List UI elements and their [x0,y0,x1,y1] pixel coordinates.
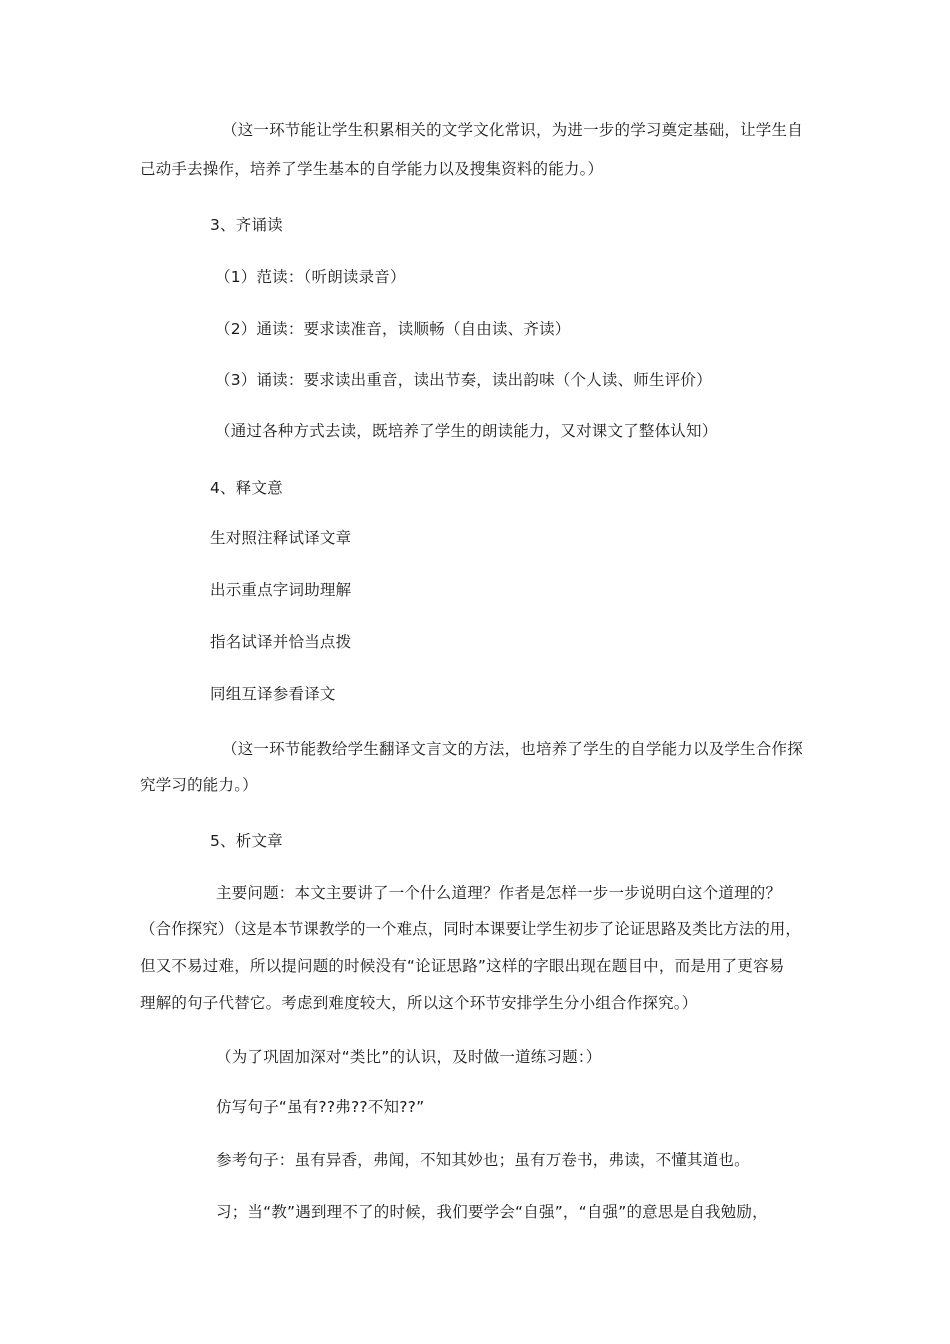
list-item: （3）诵读：要求读出重音，读出节奏，读出韵味（个人读、师生评价） [215,371,712,389]
list-item: （2）通读：要求读准音，读顺畅（自由读、齐读） [215,320,571,338]
practice-intro: （为了巩固加深对“类比”的认识，及时做一道练习题：） [216,1048,602,1066]
list-item: 指名试译并恰当点拨 [210,633,352,651]
note-line: （通过各种方式去读，既培养了学生的朗读能力，又对课文了整体认知） [215,422,718,440]
note-line: 己动手去操作，培养了学生基本的自学能力以及搜集资料的能力。） [140,160,604,178]
note-line: （这一环节能让学生积累相关的文学文化常识，为进一步的学习奠定基础，让学生自 [222,121,803,139]
note-line: （这一环节能教给学生翻译文言文的方法，也培养了学生的自学能力以及学生合作探 [222,740,803,758]
section-heading: 5、析文章 [210,832,283,850]
paragraph-line: 理解的句子代替它。考虑到难度较大，所以这个环节安排学生分小组合作探究。） [140,994,698,1012]
paragraph-line: （合作探究）（这是本节课教学的一个难点，同时本课要让学生初步了论证思路及类比方法的用， [140,920,801,938]
list-item: 出示重点字词助理解 [210,581,352,599]
list-item: 生对照注释试译文章 [210,529,352,547]
paragraph-line: 习；当“教”遇到理不了的时候，我们要学会“自强”，“自强”的意思是自我勉励， [216,1203,768,1221]
list-item: 同组互译参看译文 [210,685,336,703]
list-item: （1）范读：（听朗读录音） [215,268,406,286]
section-heading: 3、齐诵读 [210,216,283,234]
note-line: 究学习的能力。） [140,776,258,794]
paragraph-line: 但又不易过难，所以提问题的时候没有“论证思路”这样的字眼出现在题目中，而是用了更容易 [140,957,785,975]
section-heading: 4、释文意 [210,479,283,497]
paragraph-line: 主要问题：本文主要讲了一个什么道理？作者是怎样一步一步说明白这个道理的？ [216,884,782,902]
imitation-prompt: 仿写句子“虽有??弗??不知??” [216,1098,425,1116]
reference-sentence: 参考句子：虽有异香，弗闻，不知其妙也；虽有万卷书，弗读，不懂其道也。 [216,1151,750,1169]
